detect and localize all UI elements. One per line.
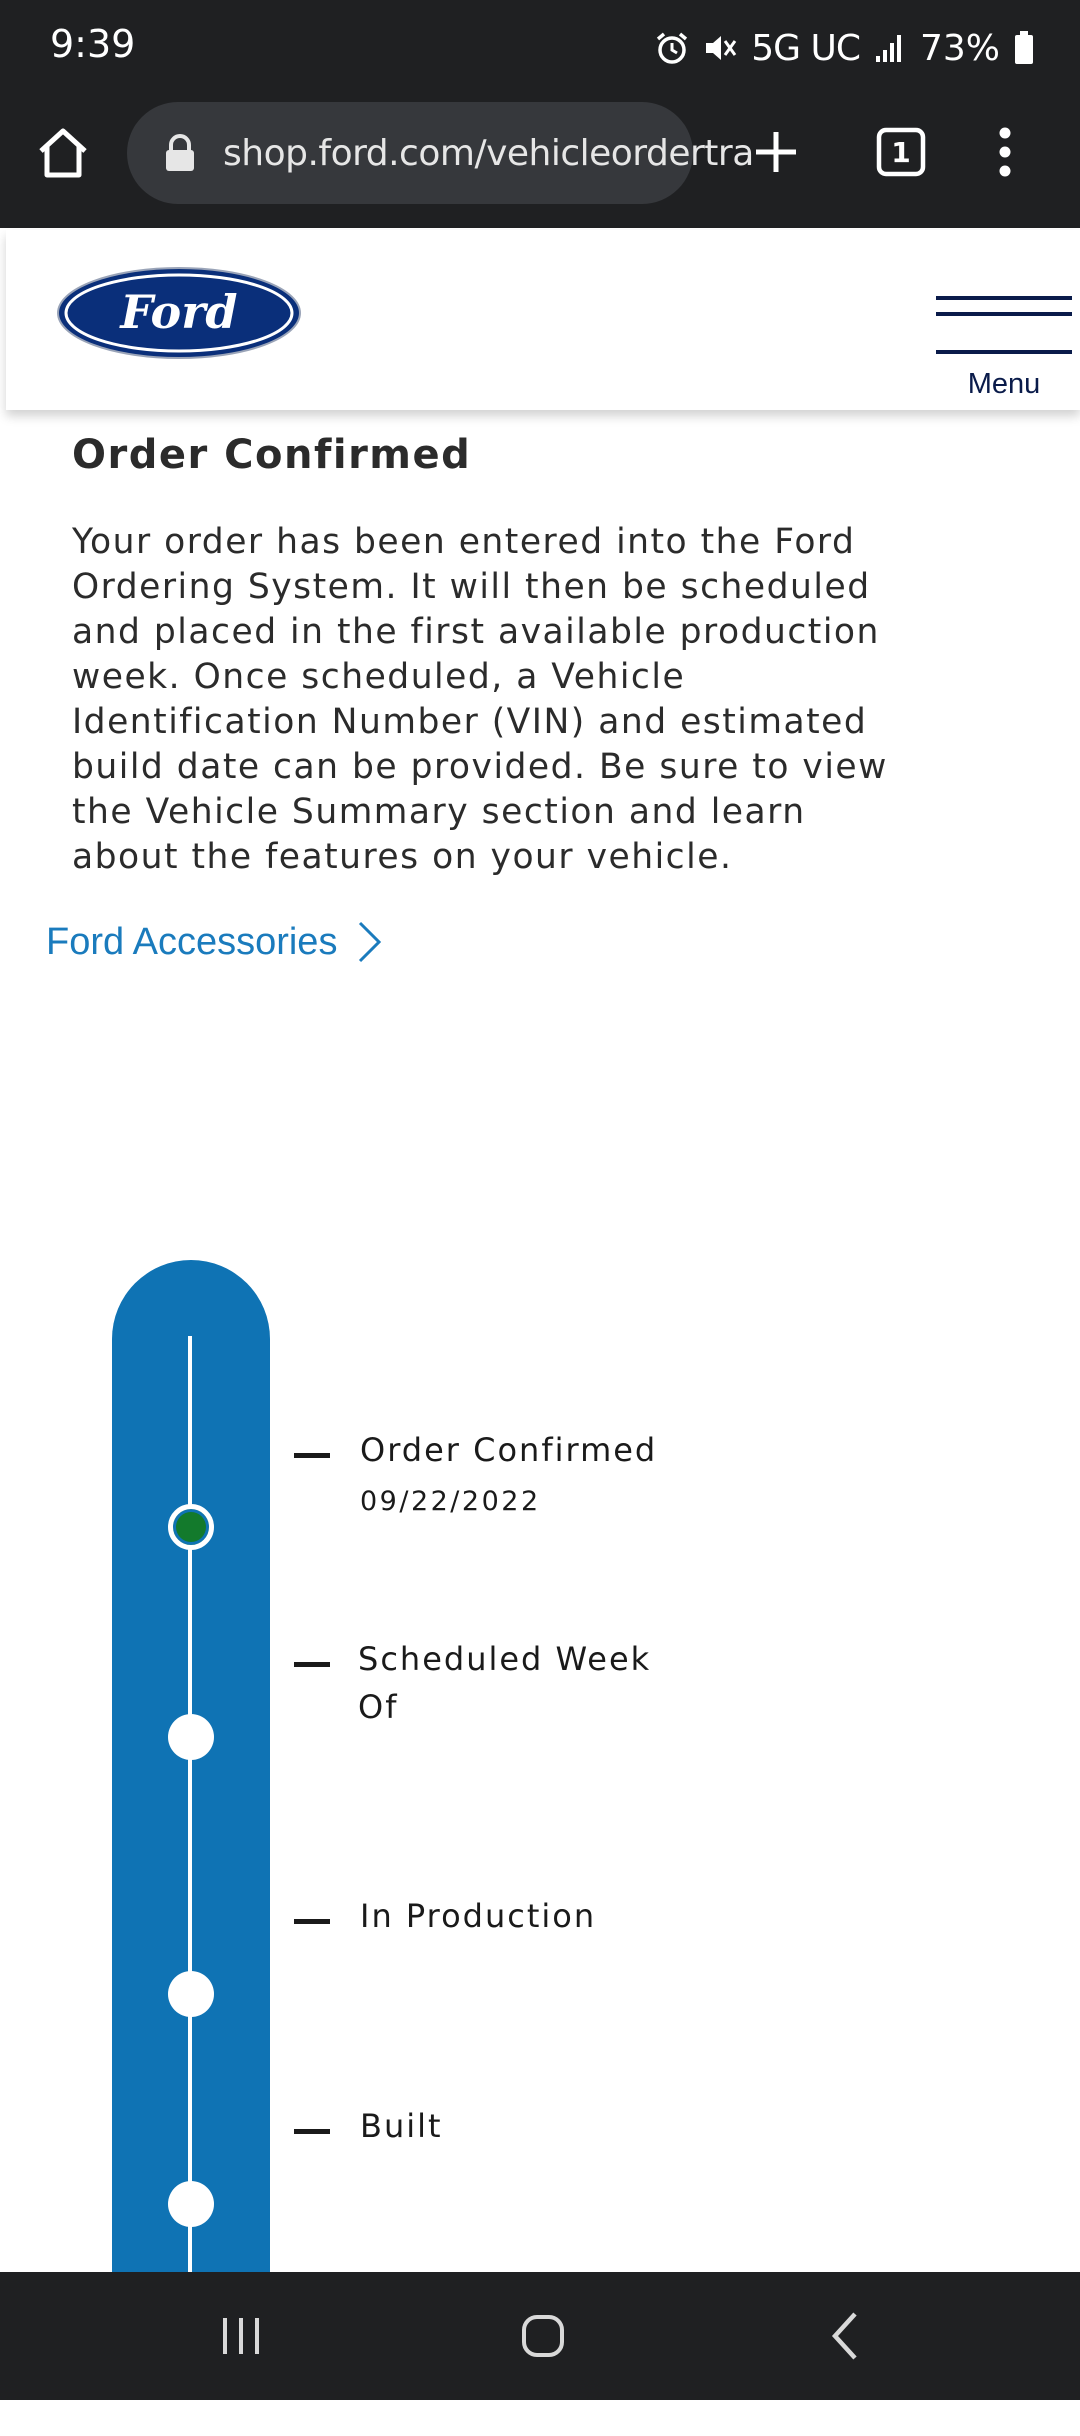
description-line: the Vehicle Summary section and learn [72,792,806,832]
step-dash [294,2129,330,2134]
tab-switcher-button[interactable] [865,116,937,188]
menu-label: Menu [967,368,1041,400]
ford-accessories-label: Ford Accessories [46,920,338,963]
step-label-built: Built [360,2107,443,2145]
description-line: Identification Number (VIN) and estimated [72,702,868,742]
web-page [6,230,1080,2272]
chevron-right-icon [357,920,383,964]
step-label-line: Scheduled Week [358,1640,652,1678]
hamburger-line [936,350,1072,354]
section-title: Order Confirmed [72,432,472,478]
new-tab-button[interactable] [740,116,812,188]
home-icon [35,125,91,181]
tab-count: 1 [891,135,911,169]
alarm-icon [655,31,689,65]
step-date: 09/22/2022 [360,1486,541,1517]
address-bar[interactable] [127,102,754,204]
browser-toolbar [0,98,1080,228]
network-label: 5G UC [751,27,860,69]
description-line: Ordering System. It will then be scheduled [72,567,871,607]
ford-logo[interactable] [56,266,302,360]
ford-accessories-link[interactable] [46,920,383,964]
overflow-menu-button[interactable] [985,116,1025,188]
tracker-line [188,1336,192,2436]
home-circle-icon [519,2312,567,2360]
home-button[interactable] [28,118,98,188]
more-vert-icon [998,127,1012,177]
home-nav-button[interactable] [498,2296,588,2376]
step-indicator-complete [168,1504,214,1550]
step-label-in-production: In Production [360,1897,597,1935]
recent-apps-button[interactable] [196,2296,286,2376]
system-nav-bar [0,2272,1080,2400]
site-header [6,230,1080,410]
step-dash [294,1453,330,1458]
description-line: and placed in the first available production [72,612,880,652]
status-indicators [655,20,1034,76]
battery-percent: 73% [919,27,1000,69]
step-indicator-pending [168,1971,214,2017]
description-line: week. Once scheduled, a Vehicle [72,657,686,697]
signal-icon [874,32,906,64]
status-bar [0,0,1080,98]
hamburger-icon [936,296,1072,300]
step-label-line: Of [358,1688,399,1726]
recents-icon [219,2314,263,2358]
step-dash [294,1919,330,1924]
step-indicator-pending [168,1714,214,1760]
url-text: shop.ford.com/vehicleordertra [223,132,754,174]
step-label-order-confirmed: Order Confirmed [360,1431,658,1469]
back-chevron-icon [827,2310,863,2362]
order-progress-tracker [112,1260,270,2360]
step-indicator-pending [168,2181,214,2227]
plus-icon [752,128,800,176]
hamburger-line [936,312,1072,316]
description-line: build date can be provided. Be sure to view [72,747,888,787]
description-line: Your order has been entered into the Ford [72,522,856,562]
menu-button[interactable] [936,266,1076,400]
battery-icon [1014,31,1034,65]
back-button[interactable] [800,2296,890,2376]
ford-logo-text: Ford [120,285,238,339]
step-dash [294,1662,330,1667]
lock-icon [163,133,197,173]
order-description [72,520,1032,880]
status-time: 9:39 [50,22,136,66]
mute-icon [703,31,737,65]
step-label-scheduled [358,1635,651,1731]
description-line: about the features on your vehicle. [72,837,733,877]
